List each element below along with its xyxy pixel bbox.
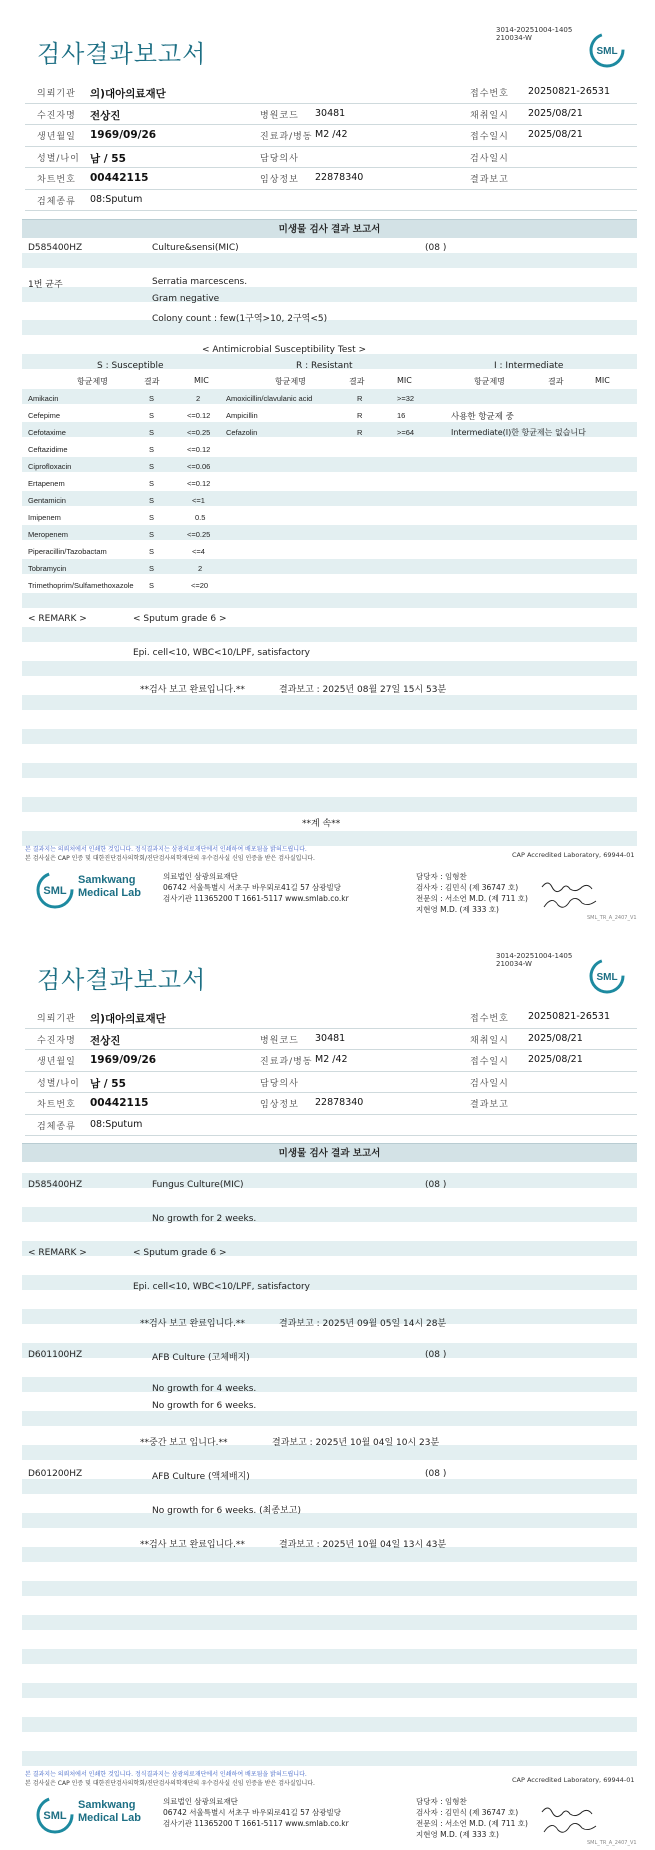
document-code: 3014-20251004-1405 210034-W [496, 952, 573, 968]
antibiotic-mic: >=64 [397, 428, 415, 437]
header-row: 수진자명 전상진 병원코드 30481 채취일시 2025/08/21 [25, 1029, 637, 1051]
antibiotic-mic: 16 [397, 411, 406, 420]
test-result: No growth for 2 weeks. [152, 1214, 257, 1224]
antibiotic-mic: >=32 [397, 394, 415, 403]
footer-notice: 본 결과지는 의뢰처에서 인쇄한 것입니다. 정식결과지는 삼광의료재단에서 인쇄하여 배포됨을 밝혀드립니다. 본 검사실은 CAP 인증 및 대한진단검사의학회/진단검사의학재단의 우수검사실 신임 인증을 받은 검사실입니다. [25, 1771, 315, 1787]
report-time: 결과보고 : 2025년 10월 04일 10시 23분 [272, 1438, 440, 1448]
remark-grade: < Sputum grade 6 > [133, 1248, 227, 1258]
stripe [22, 1275, 637, 1290]
test-spec: (08 ) [425, 1180, 447, 1190]
antibiotic-mic: <=0.06 [187, 462, 211, 471]
colony-count: Colony count : few(1구역>10, 2구역<5) [152, 314, 328, 324]
report-time: 결과보고 : 2025년 09월 05일 14시 28분 [279, 1319, 447, 1329]
header-row: 의뢰기관 의)대아의료재단 접수번호 20250821-26531 [25, 1007, 637, 1029]
test-code: D601100HZ [28, 1350, 83, 1360]
header-row: 검체종류 08:Sputum [25, 190, 637, 212]
stripe [22, 797, 637, 812]
test-code: D585400HZ [28, 243, 83, 253]
antibiotic-name: Gentamicin [28, 496, 66, 505]
legend-resistant: R : Resistant [296, 361, 353, 371]
antibiotic-result: R [357, 428, 363, 437]
org-info: 의료법인 삼광의료재단 06742 서울특별시 서초구 바우뫼로41길 57 삼광빌당 검사기관 11365200 T 1661-5117 www.smlab.co.kr [163, 872, 349, 903]
antibiotic-result: S [149, 479, 155, 488]
legend-susceptible: S : Susceptible [97, 361, 164, 371]
test-spec: (08 ) [425, 243, 447, 253]
header-row: 검체종류 08:Sputum [25, 1115, 637, 1137]
column-header-result: 결과 [144, 377, 160, 386]
signatories: 담당자 : 임형찬 검사자 : 김민식 (제 36747 호) 전문의 : 서소연 M.D. (제 711 호) 지현영 M.D. (제 333 호) [416, 1797, 528, 1839]
antibiotic-name: Cefazolin [226, 428, 258, 437]
section-title: 미생물 검사 결과 보고서 [22, 219, 637, 238]
antibiotic-mic: <=1 [192, 496, 205, 505]
test-name: AFB Culture (액체배지) [152, 1472, 250, 1482]
antibiotic-mic: <=4 [192, 547, 205, 556]
stripe [22, 1343, 637, 1358]
sml-logo-icon [589, 958, 625, 994]
samkwang-logo: SML Samkwang Medical Lab [36, 870, 148, 910]
antibiotic-name: Imipenem [28, 513, 61, 522]
test-result: No growth for 4 weeks. [152, 1384, 257, 1394]
stripe [22, 729, 637, 744]
antibiotic-result: S [149, 530, 155, 539]
column-header-result: 결과 [349, 377, 365, 386]
stripe [22, 593, 637, 608]
header-row: 차트번호 00442115 임상정보 22878340 결과보고 [25, 1093, 637, 1115]
test-name: AFB Culture (고체배지) [152, 1353, 250, 1363]
antibiotic-name: Ertapenem [28, 479, 65, 488]
antibiotic-name: Trimethoprim/Sulfamethoxazole [28, 581, 134, 590]
antibiotic-name: Amikacin [28, 394, 59, 403]
column-header-drug: 항균제명 [474, 377, 505, 386]
antibiotic-result: R [357, 394, 363, 403]
stripe [22, 559, 637, 574]
stripe [22, 1581, 637, 1596]
test-result: No growth for 6 weeks. [152, 1401, 257, 1411]
stripe [22, 1649, 637, 1664]
antibiotic-mic: <=0.12 [187, 445, 211, 454]
stripe [22, 1173, 637, 1188]
report-page-2 [0, 925, 655, 1850]
antibiotic-result: S [149, 394, 155, 403]
section-title: 미생물 검사 결과 보고서 [22, 1143, 637, 1162]
svg-text:SML: SML [596, 972, 618, 983]
antibiotic-mic: <=0.12 [187, 479, 211, 488]
stripe [22, 695, 637, 710]
antibiotic-mic: <=0.25 [187, 428, 211, 437]
svg-text:SML: SML [43, 1810, 67, 1822]
test-result: No growth for 6 weeks. (최종보고) [152, 1506, 301, 1516]
patient-info-table [25, 1007, 637, 1136]
header-row: 차트번호 00442115 임상정보 22878340 결과보고 [25, 168, 637, 190]
antibiotic-name: Ampicillin [226, 411, 258, 420]
isolate-label: 1번 균주 [28, 280, 63, 290]
antibiotic-mic: <=20 [191, 581, 209, 590]
intermediate-note-1: 사용한 항균제 중 [451, 412, 514, 422]
interim-report: **중간 보고 입니다.** [140, 1438, 228, 1448]
patient-info-table [25, 82, 637, 211]
stripe [22, 491, 637, 506]
stripe [22, 287, 637, 302]
organism-name: Serratia marcescens. [152, 277, 248, 287]
remark-label: < REMARK > [28, 614, 87, 624]
stripe [22, 1479, 637, 1494]
cap-accreditation: CAP Accredited Laboratory, 69944-01 [512, 1776, 635, 1784]
stripe [22, 389, 637, 404]
antibiotic-mic: 2 [198, 564, 203, 573]
stripe [22, 1751, 637, 1766]
stripe [22, 661, 637, 676]
ast-title: < Antimicrobial Susceptibility Test > [202, 345, 366, 355]
antibiotic-result: S [149, 411, 155, 420]
antibiotic-result: S [149, 513, 155, 522]
stripe [22, 763, 637, 778]
page-title: 검사결과보고서 [37, 40, 207, 68]
document-code: 3014-20251004-1405 210034-W [496, 26, 573, 42]
antibiotic-result: S [149, 581, 155, 590]
stripe [22, 1683, 637, 1698]
report-complete: **검사 보고 완료입니다.** [140, 685, 245, 695]
header-row: 성별/나이 남 / 55 담당의사 검사일시 [25, 147, 637, 169]
test-name: Culture&sensi(MIC) [152, 243, 239, 253]
column-header-mic: MIC [194, 376, 209, 385]
samkwang-logo-icon [36, 1795, 76, 1835]
svg-text:SML: SML [596, 46, 618, 57]
antibiotic-name: Piperacillin/Tazobactam [28, 547, 107, 556]
column-header-mic: MIC [397, 376, 412, 385]
test-spec: (08 ) [425, 1350, 447, 1360]
stripe [22, 253, 637, 268]
report-time: 결과보고 : 2025년 10월 04일 13시 43분 [279, 1540, 447, 1550]
form-code: SML_TR_A_2407_V1 [587, 1840, 637, 1846]
samkwang-logo: SML Samkwang Medical Lab [36, 1795, 148, 1835]
antibiotic-result: S [149, 445, 155, 454]
legend-intermediate: I : Intermediate [494, 361, 564, 371]
org-info: 의료법인 삼광의료재단 06742 서울특별시 서초구 바우뫼로41길 57 삼광빌당 검사기관 11365200 T 1661-5117 www.smlab.co.kr [163, 1797, 349, 1828]
antibiotic-result: S [149, 428, 155, 437]
report-complete: **검사 보고 완료입니다.** [140, 1319, 245, 1329]
antibiotic-result: S [149, 547, 155, 556]
stripe [22, 525, 637, 540]
column-header-drug: 항균제명 [275, 377, 306, 386]
antibiotic-name: Meropenem [28, 530, 69, 539]
antibiotic-mic: 0.5 [195, 513, 206, 522]
header-row: 수진자명 전상진 병원코드 30481 채취일시 2025/08/21 [25, 104, 637, 126]
samkwang-logo-icon [36, 870, 76, 910]
antibiotic-result: S [149, 564, 155, 573]
remark-text: Epi. cell<10, WBC<10/LPF, satisfactory [133, 648, 311, 658]
antibiotic-name: Ceftazidime [28, 445, 68, 454]
antibiotic-mic: 2 [196, 394, 201, 403]
column-header-mic: MIC [595, 376, 610, 385]
stripe [22, 320, 637, 335]
antibiotic-result: S [149, 462, 155, 471]
test-spec: (08 ) [425, 1469, 447, 1479]
stripe [22, 627, 637, 642]
form-code: SML_TR_A_2407_V1 [587, 915, 637, 921]
remark-label: < REMARK > [28, 1248, 87, 1258]
antibiotic-name: Amoxicillin/clavulanic acid [226, 394, 313, 403]
antibiotic-mic: <=0.12 [187, 411, 211, 420]
intermediate-note-2: Intermediate(I)한 항균제는 없습니다 [451, 428, 586, 437]
footer-notice: 본 결과지는 의뢰처에서 인쇄한 것입니다. 정식결과지는 삼광의료재단에서 인쇄하여 배포됨을 밝혀드립니다. 본 검사실은 CAP 인증 및 대한진단검사의학회/진단검사의학재단의 우수검사실 신임 인증을 받은 검사실입니다. [25, 846, 315, 862]
remark-text: Epi. cell<10, WBC<10/LPF, satisfactory [133, 1282, 311, 1292]
stripe [22, 1513, 637, 1528]
antibiotic-result: S [149, 496, 155, 505]
sml-logo-icon [589, 32, 625, 68]
continue-text: **계 속** [302, 819, 341, 829]
remark-grade: < Sputum grade 6 > [133, 614, 227, 624]
stripe [22, 1377, 637, 1392]
stripe [22, 1207, 637, 1222]
signature-image [538, 1800, 606, 1840]
page-title: 검사결과보고서 [37, 966, 207, 994]
antibiotic-result: R [357, 411, 363, 420]
stripe [22, 1241, 637, 1256]
antibiotic-mic: <=0.25 [187, 530, 211, 539]
column-header-result: 결과 [548, 377, 564, 386]
header-row: 의뢰기관 의)대아의료재단 접수번호 20250821-26531 [25, 82, 637, 104]
antibiotic-name: Ciprofloxacin [28, 462, 72, 471]
report-time: 결과보고 : 2025년 08월 27일 15시 53분 [279, 685, 447, 695]
antibiotic-name: Cefotaxime [28, 428, 66, 437]
svg-text:SML: SML [43, 885, 67, 897]
signature-image [538, 875, 606, 915]
test-code: D601200HZ [28, 1469, 83, 1479]
stripe [22, 1411, 637, 1426]
stripe [22, 1717, 637, 1732]
stripe [22, 1615, 637, 1630]
cap-accreditation: CAP Accredited Laboratory, 69944-01 [512, 851, 635, 859]
antibiotic-name: Cefepime [28, 411, 61, 420]
test-name: Fungus Culture(MIC) [152, 1180, 244, 1190]
header-row: 생년월일 1969/09/26 진료과/병동 M2 /42 접수일시 2025/08/21 [25, 1050, 637, 1072]
stripe [22, 457, 637, 472]
report-complete: **검사 보고 완료입니다.** [140, 1540, 245, 1550]
signatories: 담당자 : 임형찬 검사자 : 김민식 (제 36747 호) 전문의 : 서소연 M.D. (제 711 호) 지현영 M.D. (제 333 호) [416, 872, 528, 914]
header-row: 생년월일 1969/09/26 진료과/병동 M2 /42 접수일시 2025/08/21 [25, 125, 637, 147]
test-code: D585400HZ [28, 1180, 83, 1190]
antibiotic-name: Tobramycin [28, 564, 67, 573]
header-row: 성별/나이 남 / 55 담당의사 검사일시 [25, 1072, 637, 1094]
gram-stain: Gram negative [152, 294, 220, 304]
column-header-drug: 항균제명 [77, 377, 108, 386]
